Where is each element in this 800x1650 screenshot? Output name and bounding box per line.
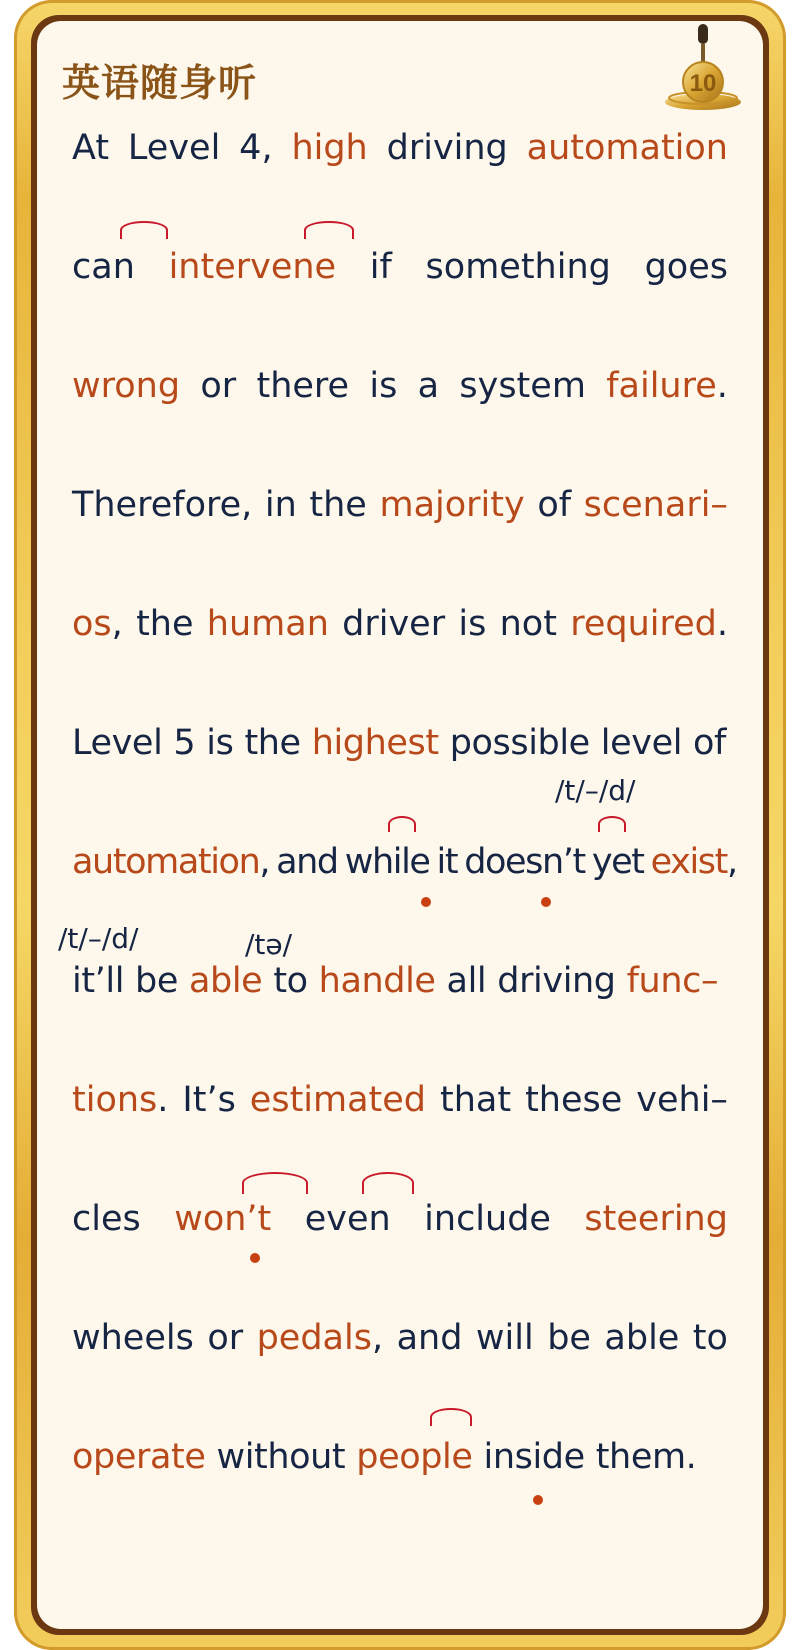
word-text: be xyxy=(135,961,178,1001)
word-text: driving xyxy=(497,961,616,1001)
word xyxy=(500,604,557,644)
text-line xyxy=(72,1080,728,1120)
highlighted-word xyxy=(606,366,728,406)
word-text: is xyxy=(458,604,487,644)
word-text: inside xyxy=(483,1437,585,1477)
punctuation: . xyxy=(157,1080,169,1120)
word xyxy=(72,961,124,1001)
word-text: vehi– xyxy=(636,1080,728,1120)
linking-arc xyxy=(304,221,354,239)
ipa-annotation: /t/–/d/ xyxy=(555,774,636,807)
linking-arc xyxy=(430,1408,472,1426)
word xyxy=(525,1080,622,1120)
word-text: operate xyxy=(72,1437,206,1477)
word-text: of xyxy=(693,723,726,763)
highlighted-word xyxy=(527,128,728,168)
highlighted-word xyxy=(356,1437,472,1477)
word-text: these xyxy=(525,1080,623,1120)
word xyxy=(464,842,585,882)
word xyxy=(424,1199,551,1239)
highlighted-word xyxy=(207,604,329,644)
highlighted-word xyxy=(72,1080,168,1120)
word-text: to xyxy=(273,961,308,1001)
word-text: Level xyxy=(127,128,221,168)
word xyxy=(200,366,236,406)
text-line xyxy=(72,128,728,168)
highlighted-word xyxy=(257,1318,384,1358)
word-text: of xyxy=(537,485,572,525)
word xyxy=(244,723,300,763)
word-text: that xyxy=(440,1080,512,1120)
highlighted-word xyxy=(72,1437,205,1477)
highlighted-word xyxy=(72,366,180,406)
linking-arc xyxy=(242,1172,308,1194)
word-text: include xyxy=(424,1199,551,1239)
word-text: highest xyxy=(311,723,439,763)
word-text: os xyxy=(72,604,112,644)
word xyxy=(173,723,195,763)
word-text: able xyxy=(604,1318,680,1358)
word xyxy=(370,247,392,287)
word-text: scenari– xyxy=(583,485,728,525)
punctuation: , xyxy=(726,842,737,882)
highlighted-word xyxy=(584,1199,728,1239)
word xyxy=(604,1318,679,1358)
word-text: high xyxy=(291,128,368,168)
word-text: estimated xyxy=(249,1080,427,1120)
text-line xyxy=(72,604,728,644)
text-line xyxy=(72,1199,728,1239)
word xyxy=(342,604,445,644)
word xyxy=(256,366,349,406)
word xyxy=(693,1318,728,1358)
word-text: while xyxy=(344,842,430,882)
word-text: driving xyxy=(386,128,508,168)
word-text: or xyxy=(200,366,237,406)
punctuation: , xyxy=(259,842,270,882)
punctuation: . xyxy=(716,366,728,406)
word-text: intervene xyxy=(168,247,337,287)
word xyxy=(207,1318,243,1358)
word-text: and xyxy=(276,842,338,882)
word xyxy=(458,604,486,644)
word-text: pedals xyxy=(256,1318,372,1358)
word-text: it’ll xyxy=(72,961,125,1001)
text-line xyxy=(72,247,728,287)
word-text: without xyxy=(216,1437,346,1477)
word xyxy=(693,723,726,763)
word xyxy=(72,128,109,168)
word-text: wrong xyxy=(72,366,181,406)
word xyxy=(497,961,615,1001)
highlighted-word xyxy=(379,485,524,525)
word-text: Therefore, xyxy=(72,485,253,525)
word xyxy=(426,247,611,287)
word-text: the xyxy=(244,723,301,763)
text-line xyxy=(72,842,737,882)
highlighted-word xyxy=(250,1080,426,1120)
word xyxy=(397,1318,463,1358)
punctuation: , xyxy=(111,604,123,644)
word xyxy=(216,1437,345,1477)
word xyxy=(369,366,397,406)
word-text: It’s xyxy=(182,1080,236,1120)
word-text: func– xyxy=(626,961,719,1001)
text-line xyxy=(72,366,728,406)
word xyxy=(72,723,162,763)
word xyxy=(447,961,487,1001)
highlighted-word xyxy=(570,604,728,644)
word-text: and xyxy=(396,1318,463,1358)
word xyxy=(136,604,193,644)
word-text: even xyxy=(304,1199,391,1239)
highlighted-word xyxy=(312,723,439,763)
linking-arc xyxy=(120,221,168,239)
word-text: required xyxy=(570,604,717,644)
logo-number: 10 xyxy=(689,70,717,97)
word-text: or xyxy=(207,1318,244,1358)
text-line xyxy=(72,723,728,763)
word xyxy=(72,1199,141,1239)
word-text: all xyxy=(446,961,487,1001)
text-line xyxy=(72,485,728,525)
word xyxy=(596,1437,697,1477)
highlighted-word xyxy=(72,604,123,644)
word-text: people xyxy=(356,1437,473,1477)
word xyxy=(645,247,728,287)
highlighted-word xyxy=(189,961,262,1001)
word-text: if xyxy=(369,247,392,287)
word-text: steering xyxy=(584,1199,728,1239)
word xyxy=(476,1318,534,1358)
word xyxy=(265,485,297,525)
word xyxy=(450,723,590,763)
word-text: is xyxy=(369,366,398,406)
linking-arc xyxy=(598,816,626,832)
word xyxy=(387,128,508,168)
word-text: it xyxy=(436,842,458,882)
word xyxy=(592,842,644,882)
word xyxy=(459,366,586,406)
word-text: will xyxy=(475,1318,534,1358)
linking-arc xyxy=(388,816,416,832)
word xyxy=(305,1199,391,1239)
word-text: is xyxy=(206,723,234,763)
word xyxy=(182,1080,235,1120)
word-text: the xyxy=(309,485,367,525)
word-text: be xyxy=(547,1318,591,1358)
word-text: cles xyxy=(72,1199,141,1239)
word-text: them. xyxy=(595,1437,697,1477)
ipa-annotation: /t/–/d/ xyxy=(58,922,139,955)
word-text: possible xyxy=(449,723,590,763)
word-text: not xyxy=(499,604,557,644)
word-text: 5 xyxy=(173,723,196,763)
stress-dot xyxy=(533,1495,543,1505)
highlighted-word xyxy=(584,485,728,525)
word-text: automation xyxy=(526,128,728,168)
stress-dot xyxy=(250,1253,260,1263)
word-text: tions xyxy=(72,1080,158,1120)
word xyxy=(135,961,178,1001)
word xyxy=(440,1080,511,1120)
word-text: there xyxy=(256,366,350,406)
highlighted-word xyxy=(169,247,337,287)
word xyxy=(273,961,307,1001)
word xyxy=(601,723,682,763)
highlighted-word xyxy=(291,128,367,168)
word xyxy=(72,1318,194,1358)
word xyxy=(547,1318,591,1358)
word xyxy=(484,1437,585,1477)
word-text: exist xyxy=(650,842,727,882)
word-text: doesn’t xyxy=(464,842,585,882)
word-text: handle xyxy=(318,961,436,1001)
word-text: system xyxy=(459,366,586,406)
word xyxy=(437,842,458,882)
word xyxy=(206,723,233,763)
punctuation: , xyxy=(371,1318,384,1358)
highlighted-word xyxy=(174,1199,271,1239)
word-text: the xyxy=(136,604,194,644)
word-text: won’t xyxy=(174,1199,272,1239)
word xyxy=(128,128,220,168)
word-text: majority xyxy=(379,485,525,525)
word-text: 4, xyxy=(239,128,273,168)
punctuation: . xyxy=(716,604,728,644)
highlighted-word xyxy=(319,961,436,1001)
stress-dot xyxy=(541,897,551,907)
text-line xyxy=(72,961,728,1001)
word-text: goes xyxy=(644,247,728,287)
word xyxy=(636,1080,728,1120)
word xyxy=(537,485,571,525)
linking-arc xyxy=(362,1172,414,1194)
word xyxy=(309,485,366,525)
word-text: At xyxy=(72,128,110,168)
highlighted-word xyxy=(72,842,269,882)
word-text: able xyxy=(188,961,263,1001)
word-text: failure xyxy=(606,366,717,406)
word xyxy=(345,842,430,882)
word-text: a xyxy=(417,366,440,406)
stress-dot xyxy=(421,897,431,907)
word-text: wheels xyxy=(72,1318,194,1358)
word-text: automation xyxy=(72,842,260,882)
word xyxy=(72,485,252,525)
word-text: to xyxy=(692,1318,728,1358)
microphone-logo-icon xyxy=(660,22,746,112)
word xyxy=(418,366,439,406)
word-text: something xyxy=(425,247,611,287)
word-text: level xyxy=(600,723,683,763)
text-line xyxy=(72,1318,728,1358)
word-text: human xyxy=(206,604,329,644)
word-text: in xyxy=(264,485,297,525)
highlighted-word xyxy=(651,842,737,882)
word-text: driver xyxy=(342,604,446,644)
word-text: yet xyxy=(591,842,644,882)
word xyxy=(72,247,135,287)
page-title: 英语随身听 xyxy=(62,63,258,105)
word xyxy=(276,842,338,882)
highlighted-word xyxy=(627,961,718,1001)
text-line xyxy=(72,1437,728,1477)
word-text: Level xyxy=(72,723,163,763)
word-text: can xyxy=(72,247,135,287)
ipa-annotation: /tə/ xyxy=(245,928,293,961)
word xyxy=(239,128,272,168)
